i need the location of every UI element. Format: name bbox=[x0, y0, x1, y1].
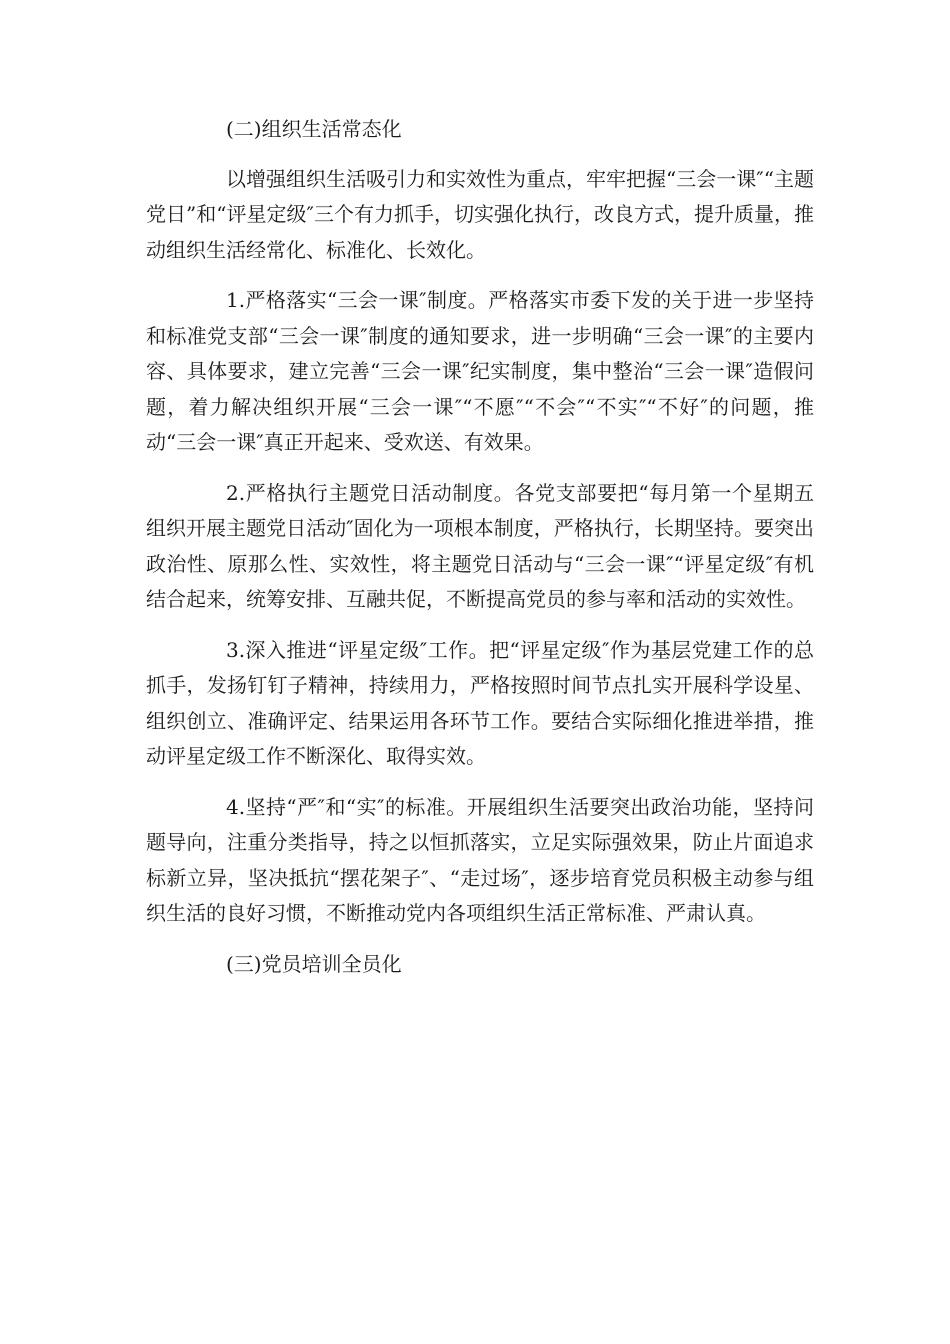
item-3-paragraph: 3.深入推进“评星定级″工作。把“评星定级″作为基层党建工作的总抓手，发扬钉钉子精神，持续用力，严格按照时间节点扎实开展科学设星、组织创立、准确评定、结果运用各环节工作。要结合实际细化推进举措，推动评星定级工作不断深化、取得实效。 bbox=[146, 637, 814, 768]
section-heading-3: (三)党员培训全员化 bbox=[226, 951, 402, 976]
item-4-paragraph: 4.坚持“严″和“实″的标准。开展组织生活要突出政治功能，坚持问题导向，注重分类指导，持之以恒抓落实，立足实际强效果，防止片面追求标新立异，坚决抵抗“摆花架子″、“走过场″，逐步培育党员积极主动参与组织生活的良好习惯，不断推动党内各项组织生活正常标准、严肃认真。 bbox=[146, 794, 814, 925]
item-1-paragraph: 1.严格落实“三会一课″制度。严格落实市委下发的关于进一步坚持和标准党支部“三会一课″制度的通知要求，进一步明确“三会一课″的主要内容、具体要求，建立完善“三会一课″纪实制度，集中整治“三会一课″造假问题，着力解决组织开展“三会一课″“不愿″“不会″“不实″“不好″的问题，推动“三会一课″真正开起来、受欢送、有效果。 bbox=[146, 288, 814, 454]
item-2-paragraph: 2.严格执行主题党日活动制度。各党支部要把“每月第一个星期五组织开展主题党日活动″固化为一项根本制度，严格执行，长期坚持。要突出政治性、原那么性、实效性，将主题党日活动与“三会一课″“评星定级″有机结合起来，统筹安排、互融共促，不断提高党员的参与率和活动的实效性。 bbox=[146, 480, 814, 611]
intro-paragraph: 以增强组织生活吸引力和实效性为重点，牢牢把握“三会一课″“主题党日”和“评星定级″三个有力抓手，切实强化执行，改良方式，提升质量，推动组织生活经常化、标准化、长效化。 bbox=[146, 166, 814, 262]
section-heading-2: (二)组织生活常态化 bbox=[226, 117, 402, 141]
document-body bbox=[146, 112, 814, 982]
